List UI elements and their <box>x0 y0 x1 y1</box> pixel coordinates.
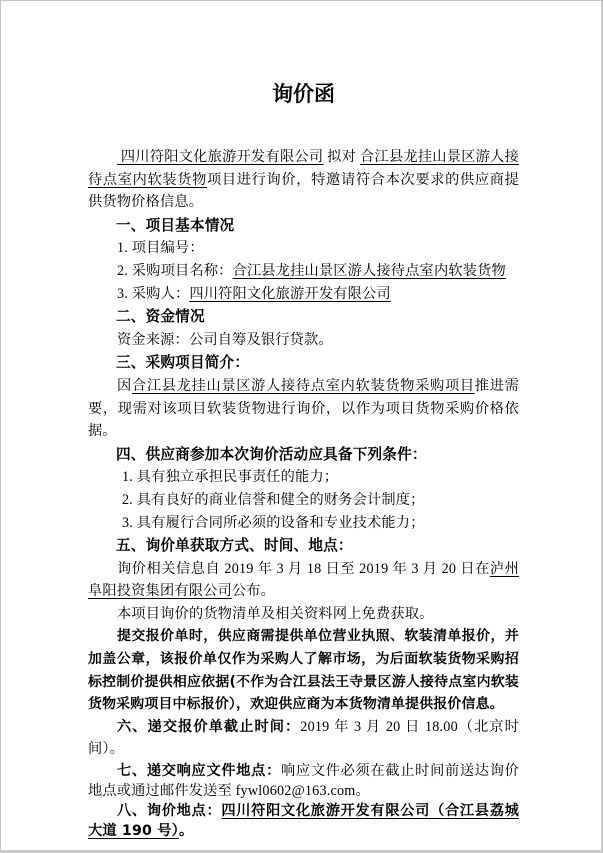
condition-item-2 <box>88 489 519 512</box>
text-segment: 3. 具有履行合同所必须的设备和专业技术能力； <box>122 514 425 531</box>
text-segment: 询价相关信息自 2019 年 3 月 18 日至 2019 年 3 月 20 日在 <box>117 560 490 577</box>
text-segment: 本项目询价的货物清单及相关资料网上免费获取。 <box>117 605 434 622</box>
text-segment: 五、询价单获取方式、时间、地点： <box>116 537 353 555</box>
text-segment: 资金来源：公司自筹及银行贷款。 <box>117 331 333 348</box>
location-paragraph <box>88 801 519 841</box>
project-name-item <box>88 260 519 283</box>
text-segment: 二、资金情况 <box>116 308 205 326</box>
text-segment: 3. 采购人： <box>117 285 190 302</box>
email-address: fywl0602@163.com <box>235 783 356 800</box>
deadline-paragraph <box>88 716 519 761</box>
document-title: 询价函 <box>272 82 335 106</box>
text-segment: 2. 采购项目名称： <box>117 262 233 279</box>
text-segment: 合江县龙挂山景区游人接待点室内软装货物 <box>232 262 506 279</box>
text-segment: 七、递交响应文件地点： <box>117 763 281 780</box>
delivery-paragraph <box>88 761 519 801</box>
text-segment: 合江县龙挂山景区游人接待点室内软装货物采购项目 <box>131 377 475 394</box>
text-segment: 因 <box>117 377 132 394</box>
text-segment: 一、项目基本情况 <box>116 216 235 234</box>
project-brief-paragraph <box>88 375 519 443</box>
text-segment: 四、供应商参加本次询价活动应具备下列条件： <box>116 445 427 463</box>
text-segment: 六、递交报价单截止时间： <box>117 718 301 735</box>
free-access-paragraph <box>88 603 519 626</box>
text-segment: 公布。 <box>231 583 276 600</box>
section-4-heading <box>88 444 519 467</box>
condition-item-1 <box>88 466 519 489</box>
document-body <box>88 146 519 841</box>
project-number-item <box>88 237 519 260</box>
text-segment: 。 <box>355 783 370 800</box>
condition-item-3 <box>88 512 519 535</box>
text-segment: 响应文件必须在截止时间前送达询价地点或通过邮件发送至 <box>88 763 520 800</box>
section-5-heading <box>88 535 519 558</box>
text-segment: 八、询价地点： <box>117 803 222 820</box>
text-segment: 1. 具有独立承担民事责任的能力； <box>122 469 339 486</box>
text-segment: 1. 项目编号： <box>117 240 204 257</box>
text-segment: 2019 年 3 月 20 日 18.00（北京时间）。 <box>88 718 519 758</box>
text-segment: 项目进行询价，特邀请符合本次要求的供应商提供货物价格信息。 <box>88 171 519 211</box>
text-segment: 合江县龙挂山景区游人接待点室内软装货物 <box>88 149 519 188</box>
quotation-notice-paragraph <box>88 625 519 715</box>
text-segment: 泸州阜阳投资集团有限公司 <box>88 560 520 600</box>
section-2-heading <box>88 306 519 329</box>
text-segment: 推进需要，现需对该项目软装货物进行询价，以作为项目货物采购价格依据。 <box>88 377 519 440</box>
section-3-heading <box>88 352 519 375</box>
text-segment: 2. 具有良好的商业信誉和健全的财务会计制度； <box>122 491 425 508</box>
inquiry-info-paragraph <box>88 558 519 603</box>
section-1-heading <box>88 215 519 238</box>
purchaser-item <box>88 283 519 306</box>
text-segment: 拟对 <box>323 149 360 165</box>
intro-paragraph <box>88 146 519 214</box>
text-segment: 提交报价单时，供应商需提供单位营业执照、软装清单报价，并加盖公章，该报价单仅作为采购人了解市场，为后面软装货物采购招标控制价提供相应依据(不作为合江县法王寺景区游人接待点室内软装货物采购项目中标报价），欢迎供应商为本货物清单提供报价信息。 <box>88 628 519 713</box>
text-segment: 四川符阳文化旅游开发有限公司 <box>117 149 324 165</box>
text-segment: 四川符阳文化旅游开发有限公司（合江县荔城大道 190 号） <box>88 803 519 840</box>
text-segment: 。 <box>178 823 194 840</box>
text-segment: 四川符阳文化旅游开发有限公司 <box>189 285 391 302</box>
funding-source-paragraph <box>88 329 519 352</box>
text-segment: 三、采购项目简介： <box>116 354 250 372</box>
